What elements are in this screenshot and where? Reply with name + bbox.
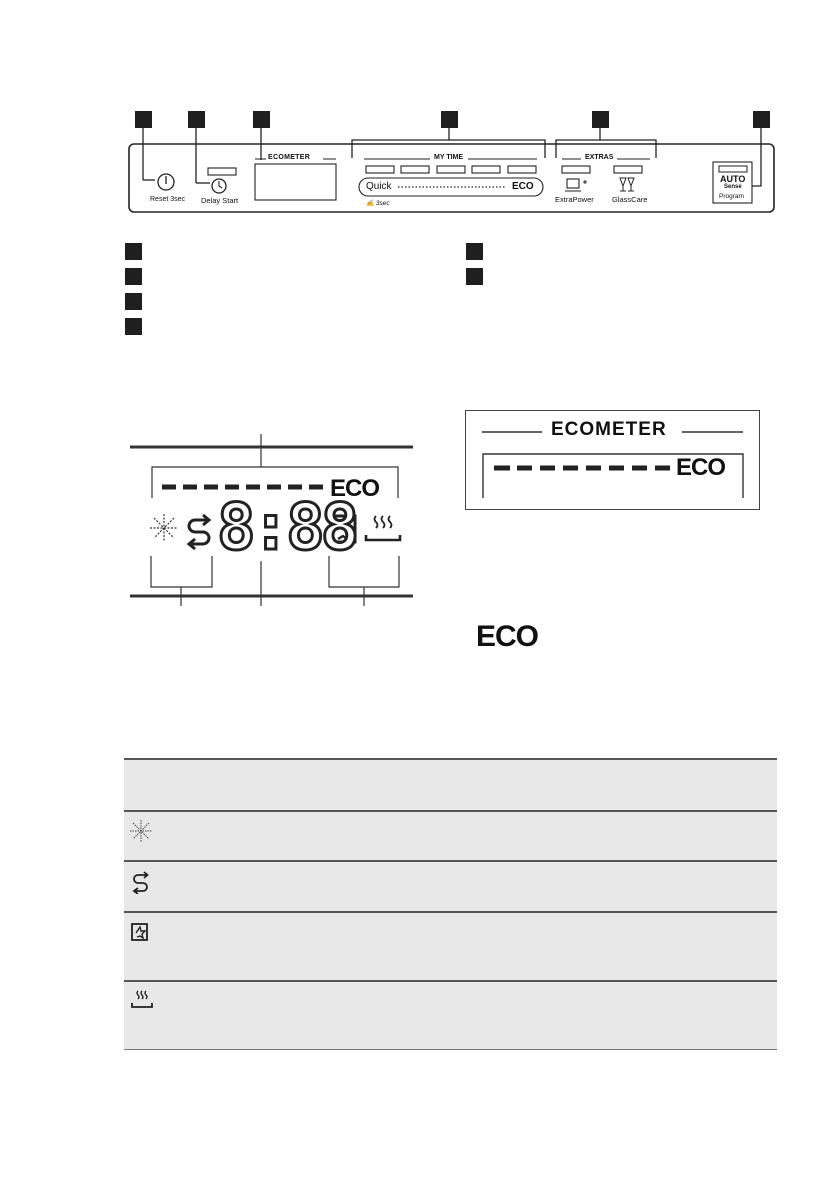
ecometer-panel-title: ECOMETER [268, 154, 311, 161]
legend-marker-3 [125, 293, 142, 310]
mytime-eco-label: ECO [512, 181, 534, 192]
auto-label: AUTO [720, 174, 746, 184]
auto-program-label: Program [719, 193, 744, 200]
ecometer-box [465, 410, 760, 510]
display-digits: 8:88 [217, 491, 356, 565]
display-refill-arrows-icon [189, 515, 209, 549]
display-steam-drying-icon [366, 516, 400, 540]
legend-marker-5 [466, 243, 483, 260]
control-panel-lines [0, 0, 839, 230]
table-row-steam-drying [124, 980, 777, 1050]
table-row-refill [124, 860, 777, 911]
delay-start-label: Delay Start [201, 196, 239, 205]
display-diagram [0, 420, 440, 620]
display-sparkle-icon [150, 514, 178, 542]
machine-care-icon [128, 919, 154, 945]
legend-marker-2 [125, 268, 142, 285]
ecometer-box-eco: ECO [676, 454, 726, 481]
ecometer-box-title: ECOMETER [551, 419, 667, 440]
control-panel-diagram [0, 0, 839, 230]
table-row-sparkle [124, 810, 777, 860]
refill-arrows-icon [128, 868, 154, 894]
sparkle-icon [128, 818, 154, 844]
auto-sense-label: Sense [724, 184, 742, 190]
legend-marker-4 [125, 318, 142, 335]
mytime-title: MY TIME [434, 154, 464, 161]
eco-symbol: ECO [476, 620, 539, 653]
hand-icon: ✍ [366, 200, 375, 207]
reset-label: Reset 3sec [150, 196, 186, 203]
indicator-table [124, 758, 777, 1050]
table-row-machine-care [124, 911, 777, 980]
mytime-3sec-label [366, 199, 390, 207]
quick-label: Quick [366, 181, 392, 192]
display-eco-label: ECO [330, 475, 380, 502]
extrapower-label: ExtraPower [555, 195, 594, 204]
legend-marker-1 [125, 243, 142, 260]
glasscare-label: GlassCare [612, 195, 648, 204]
extras-title: EXTRAS [585, 154, 614, 161]
legend-marker-6 [466, 268, 483, 285]
mytime-3sec-text: 3sec [375, 200, 390, 207]
table-header-row [124, 758, 777, 810]
steam-drying-icon [128, 988, 154, 1014]
